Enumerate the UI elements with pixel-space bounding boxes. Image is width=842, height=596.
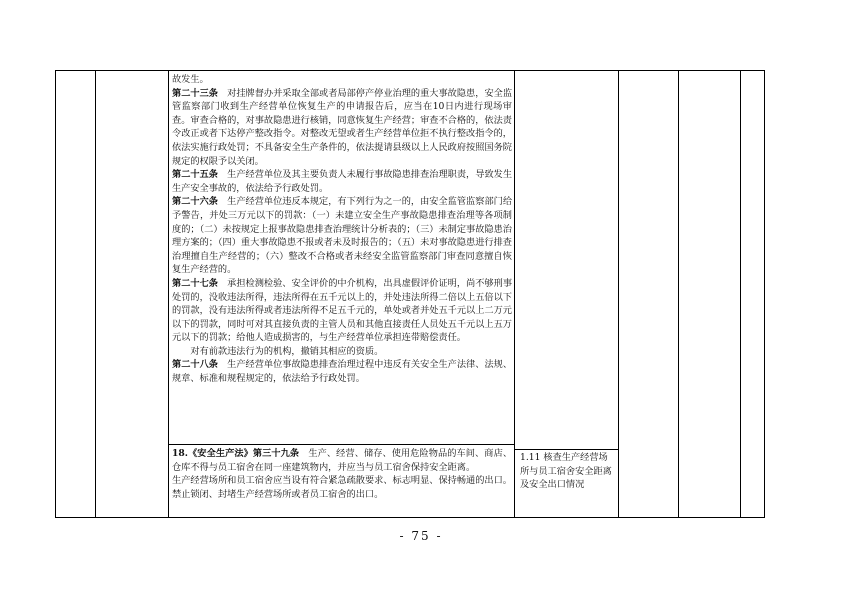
col-divider bbox=[678, 71, 679, 517]
law-paragraph: 故发生。 bbox=[172, 74, 209, 85]
check-item-cell: 1.11 核查生产经营场所与员工宿舍安全距离及安全出口情况 bbox=[520, 452, 612, 491]
law-text-cell bbox=[172, 73, 512, 386]
page-number: - 75 - bbox=[399, 529, 443, 543]
law-paragraph: 第二十六条 生产经营单位违反本规定，有下列行为之一的，由安全监管监察部门给予警告，并处三万元以下的罚款：（一）未建立安全生产事故隐患排查治理等各项制度的；（二）未按规定上报事故隐患排查治理统计分析表的；（三）未制定事故隐患治理方案的；（四）重大事故隐患不报或者未及时报告的；（五）未对事故隐患进行排查治理擅自生产经营的；（六）整改不合格或者未经安全监管监察部门审查同意擅自恢复生产经营的。 bbox=[172, 196, 513, 276]
row-divider bbox=[514, 449, 618, 450]
law-paragraph: 18.《安全生产法》第三十九条 生产、经营、储存、使用危险物品的车间、商店、仓库不得与员工宿舍在同一座建筑物内，并应当与员工宿舍保持安全距离。 bbox=[172, 448, 513, 473]
law-paragraph: 生产经营场所和员工宿舍应当设有符合紧急疏散要求、标志明显、保持畅通的出口。禁止锁闭、封堵生产经营场所或者员工宿舍的出口。 bbox=[172, 475, 512, 500]
col-divider bbox=[95, 71, 96, 517]
law-paragraph: 第二十五条 生产经营单位及其主要负责人未履行事故隐患排查治理职责，导致发生生产安全事故的，依法给予行政处罚。 bbox=[172, 169, 513, 194]
law-text-cell-lower bbox=[172, 447, 512, 501]
regulation-table bbox=[55, 70, 765, 518]
col-divider bbox=[168, 71, 169, 517]
row-divider bbox=[168, 444, 514, 445]
law-paragraph: 第二十三条 对挂牌督办并采取全部或者局部停产停业治理的重大事故隐患，安全监管监察部门收到生产经营单位恢复生产的申请报告后，应当在10日内进行现场审查。审查合格的，对事故隐患进行核销，同意恢复生产经营；审查不合格的，依法责令改正或者下达停产整改指令。对整改无望或者生产经营单位拒不执行整改指令的，依法实施行政处罚；不具备安全生产条件的，依法提请县级以上人民政府按照国务院规定的权限予以关闭。 bbox=[172, 87, 513, 167]
law-paragraph: 第二十七条 承担检测检验、安全评价的中介机构，出具虚假评价证明，尚不够刑事处罚的，没收违法所得，违法所得在五千元以上的，并处违法所得二倍以上五倍以下的罚款，没有违法所得或者违法所得不足五千元的，单处或者并处五千元以上二万元以下的罚款，同时可对其直接负责的主管人员和其他直接责任人员处五千元以上五万元以下的罚款；给他人造成损害的，与生产经营单位承担连带赔偿责任。 bbox=[172, 277, 513, 344]
law-paragraph: 第二十八条 生产经营单位事故隐患排查治理过程中违反有关安全生产法律、法规、规章、标准和规程规定的，依法给予行政处罚。 bbox=[172, 359, 513, 385]
law-paragraph: 对有前款违法行为的机构，撤销其相应的资质。 bbox=[172, 345, 384, 357]
col-divider bbox=[740, 71, 741, 517]
col-divider bbox=[618, 71, 619, 517]
col-divider bbox=[514, 71, 515, 517]
